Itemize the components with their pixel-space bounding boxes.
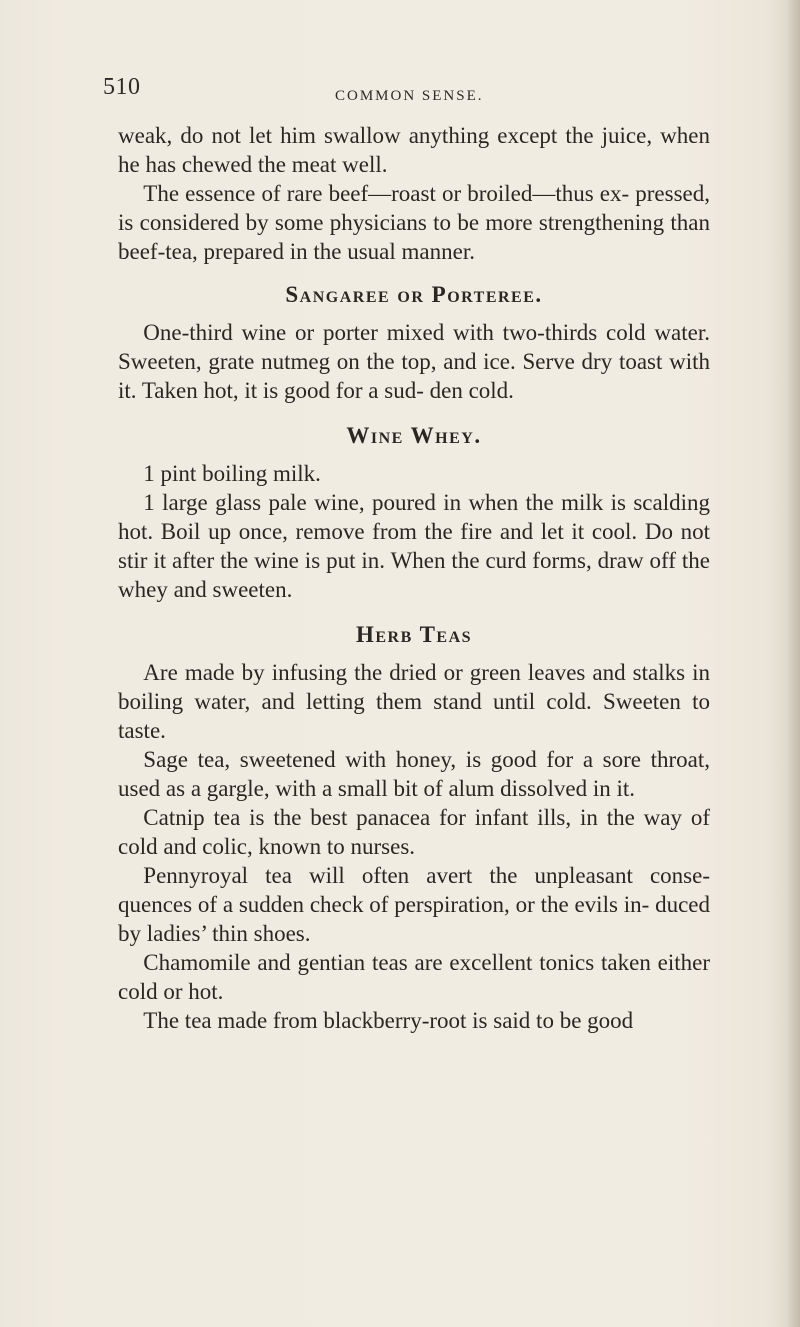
recipe-heading: Sangaree or Porteree.	[285, 282, 543, 307]
recipe-heading: Wine Whey.	[346, 423, 482, 448]
paragraph: 1 large glass pale wine, poured in when the milk is scalding hot. Boil up once, remove from the fire and let it cool. Do not stir it after the wine is put in. When the curd forms, draw off the whey and sweeten.	[118, 490, 710, 602]
paragraph: One-third wine or porter mixed with two-thirds cold water. Sweeten, grate nutmeg on the top, and ice. Serve dry toast with it. Taken hot, it is good for a sud- den cold.	[118, 320, 710, 403]
paragraph: The tea made from blackberry-root is said to be good	[143, 1008, 634, 1033]
paragraph: The essence of rare beef—roast or broiled—thus ex- pressed, is considered by some physicians to be more strengthening than beef-tea, prepared in the usual manner.	[118, 181, 710, 264]
paragraph: Sage tea, sweetened with honey, is good for a sore throat, used as a gargle, with a small bit of alum dissolved in it.	[118, 747, 710, 801]
running-head: COMMON SENSE.	[335, 88, 484, 104]
page-header	[0, 74, 800, 108]
paragraph: weak, do not let him swallow anything except the juice, when he has chewed the meat well.	[118, 123, 710, 177]
page-edge-shadow	[786, 0, 800, 1327]
page-number: 510	[103, 74, 141, 100]
recipe-heading: Herb Teas	[355, 622, 473, 647]
paragraph: 1 pint boiling milk.	[143, 461, 321, 486]
paragraph: Pennyroyal tea will often avert the unpleasant conse- quences of a sudden check of perspiration, or the evils in- duced by ladies’ thin shoes.	[118, 863, 710, 946]
paragraph: Catnip tea is the best panacea for infant ills, in the way of cold and colic, known to nurses.	[118, 805, 710, 859]
paragraph: Chamomile and gentian teas are excellent tonics taken either cold or hot.	[118, 950, 710, 1004]
paragraph: Are made by infusing the dried or green leaves and stalks in boiling water, and letting them stand until cold. Sweeten to taste.	[118, 660, 710, 743]
page-body	[118, 121, 710, 1035]
